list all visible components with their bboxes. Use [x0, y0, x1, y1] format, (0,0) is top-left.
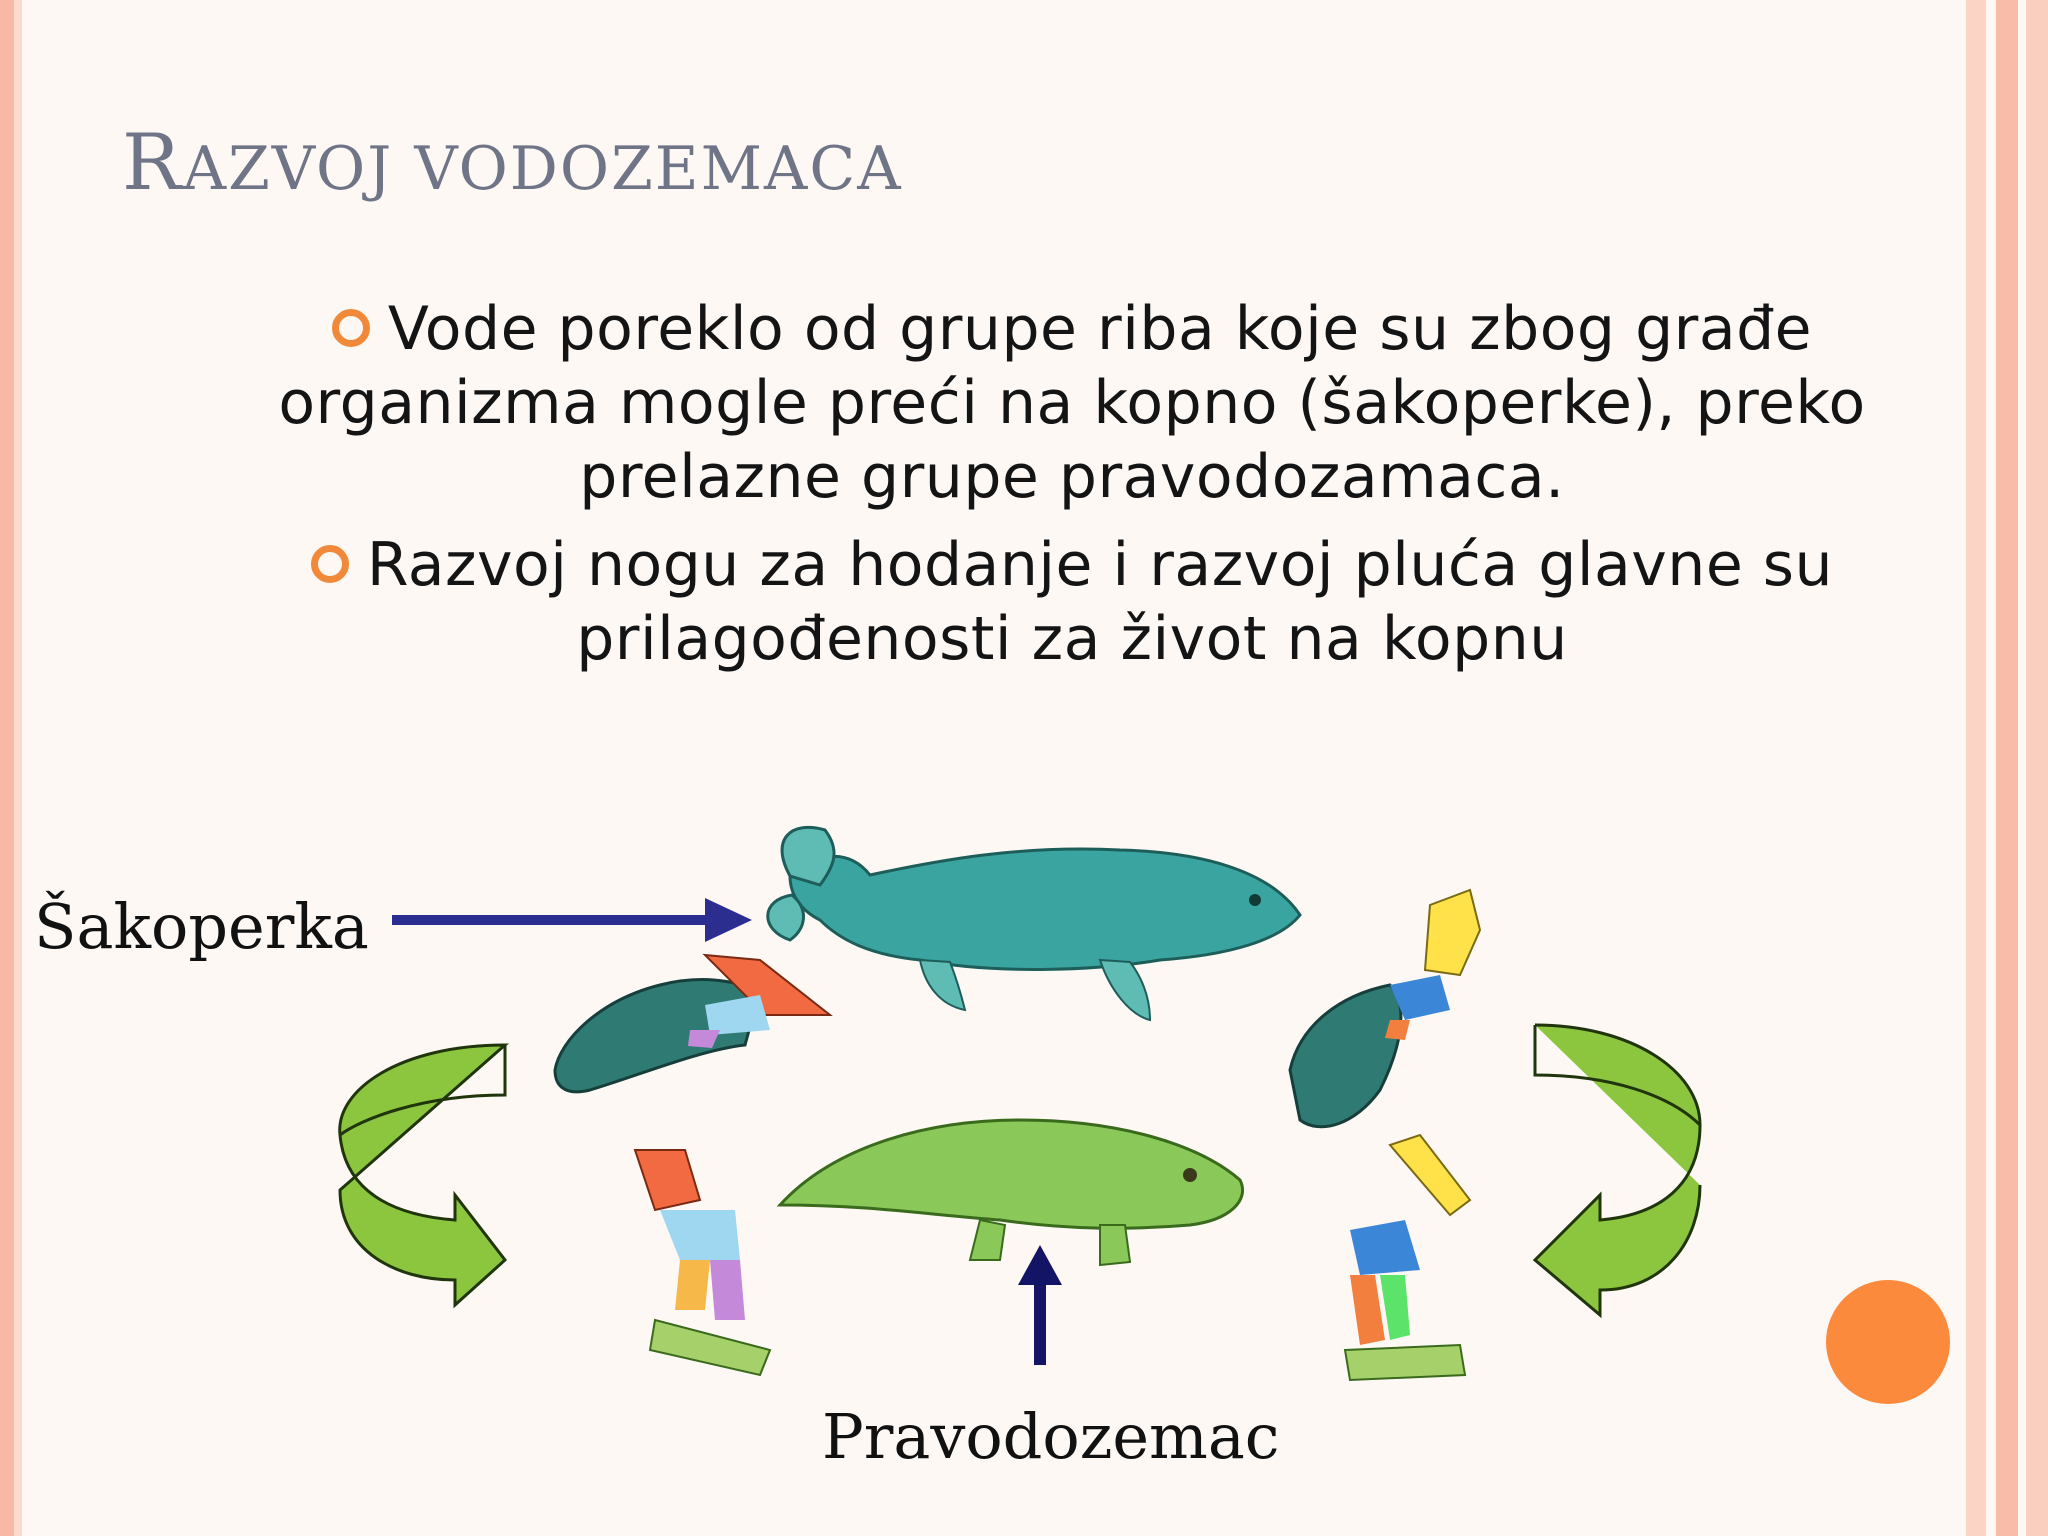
- bullet-item: [262, 292, 1882, 514]
- amphibian-limb-bones-left: [635, 1150, 770, 1375]
- label-pravodozemac: Pravodozemac: [822, 1400, 1280, 1473]
- fish-illustration: [768, 827, 1300, 1020]
- bullet-ring-icon: [332, 309, 370, 347]
- decorative-orange-dot: [1826, 1280, 1950, 1404]
- curved-arrow-right: [1535, 1025, 1700, 1315]
- fish-fin-bones-right: [1290, 890, 1480, 1127]
- evolution-illustration: [0, 790, 2048, 1490]
- bullet-text: Razvoj nogu za hodanje i razvoj pluća glavne su: [366, 530, 1834, 600]
- arrow-to-fish: [392, 898, 752, 942]
- title-first-letter: R: [122, 118, 183, 208]
- slide-title: [122, 118, 903, 208]
- amphibian-illustration: [780, 1120, 1243, 1265]
- bullet-list: [262, 292, 1882, 690]
- bullet-ring-icon: [311, 545, 349, 583]
- curved-arrow-left: [340, 1045, 505, 1305]
- title-rest: AZVOJ VODOZEMACA: [182, 134, 903, 204]
- label-sakoperka: Šakoperka: [34, 890, 369, 963]
- arrow-to-amphibian: [1018, 1245, 1062, 1365]
- bullet-text: Vode poreklo od grupe riba koje su zbog građe: [387, 294, 1813, 364]
- bullet-item: [262, 528, 1882, 676]
- fish-fin-bones-left: [555, 955, 830, 1092]
- bullet-line: [262, 292, 1882, 366]
- amphibian-limb-bones-right: [1345, 1135, 1470, 1380]
- bullet-text: organizma mogle preći na kopno (šakoperke), preko: [278, 368, 1866, 438]
- bullet-line: [262, 528, 1882, 602]
- bullet-text: prelazne grupe pravodozamaca.: [579, 442, 1565, 512]
- bullet-text: prilagođenosti za život na kopnu: [576, 604, 1568, 674]
